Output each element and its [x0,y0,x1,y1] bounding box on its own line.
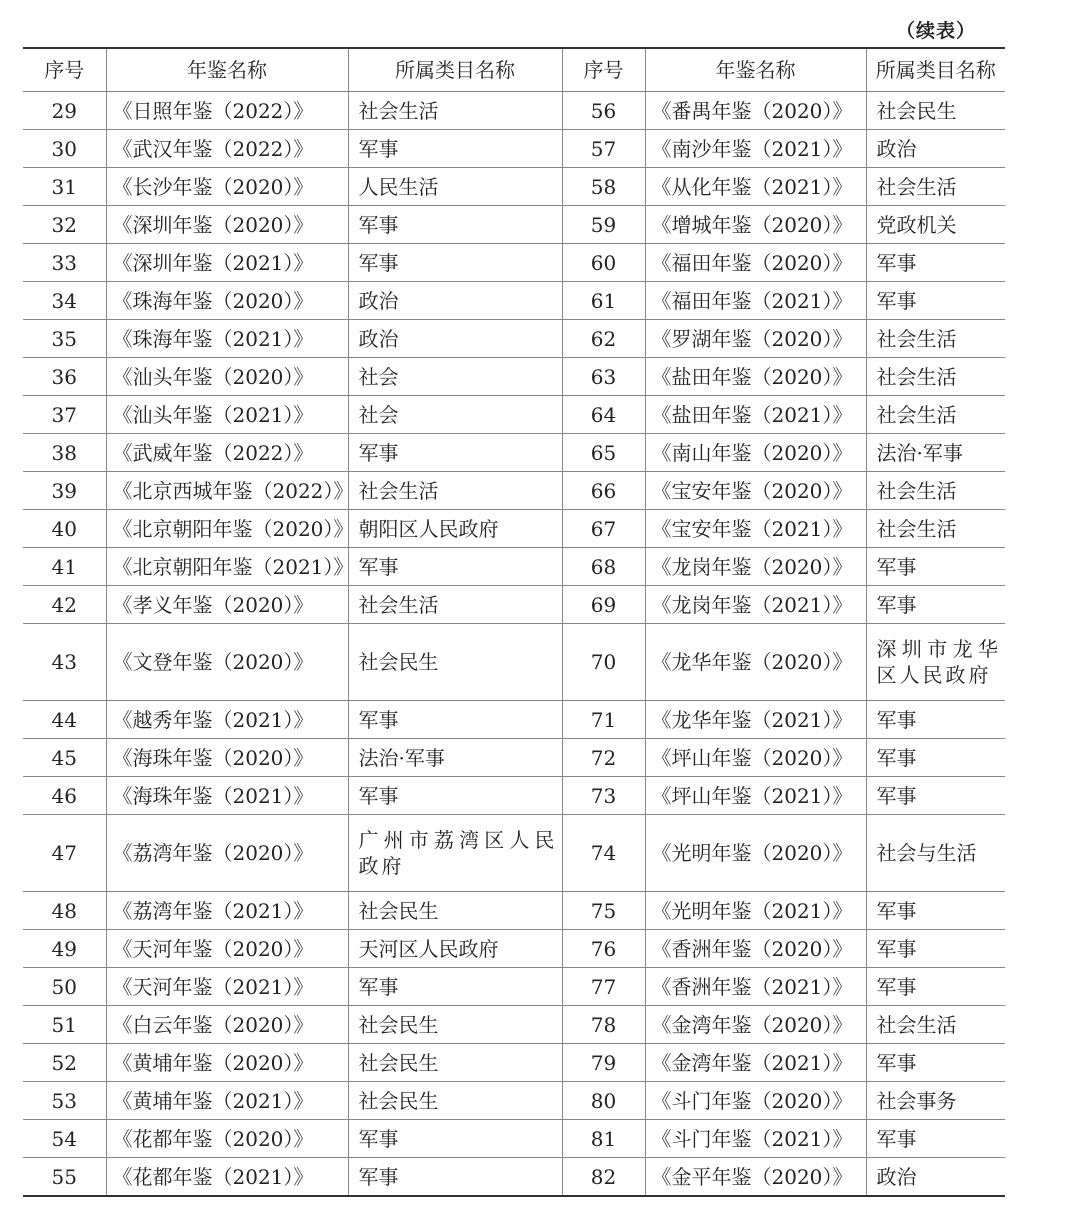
seq-right-cell: 59 [562,206,645,244]
category-right-cell: 社会生活 [866,358,1005,396]
yearbook-name-right-cell: 《福田年鉴（2021）》 [645,282,866,320]
category-right-cell: 军事 [866,892,1005,930]
seq-right-cell: 58 [562,168,645,206]
seq-left-cell: 31 [23,168,106,206]
seq-left-cell: 49 [23,930,106,968]
category-right-cell: 社会生活 [866,510,1005,548]
table-row [23,320,1005,358]
category-right-cell: 军事 [866,1044,1005,1082]
table-row [23,1158,1005,1197]
table-row [23,130,1005,168]
table-row [23,624,1005,701]
category-left-cell: 军事 [348,1120,562,1158]
yearbook-name-left-cell: 《天河年鉴（2020）》 [106,930,348,968]
category-left-cell: 政治 [348,320,562,358]
table-row [23,968,1005,1006]
table-row [23,510,1005,548]
seq-left-cell: 29 [23,92,106,130]
yearbook-name-right-cell: 《盐田年鉴（2021）》 [645,396,866,434]
yearbook-name-left-cell: 《汕头年鉴（2020）》 [106,358,348,396]
category-right-cell: 政治 [866,130,1005,168]
yearbook-name-right-cell: 《龙岗年鉴（2020）》 [645,548,866,586]
yearbook-name-left-cell: 《珠海年鉴（2020）》 [106,282,348,320]
category-right-cell: 深圳市龙华区人民政府 [866,624,1005,701]
table-row [23,358,1005,396]
yearbook-name-right-cell: 《龙华年鉴（2020）》 [645,624,866,701]
seq-right-cell: 78 [562,1006,645,1044]
yearbook-name-left-cell: 《武汉年鉴（2022）》 [106,130,348,168]
seq-left-cell: 55 [23,1158,106,1197]
yearbook-name-left-cell: 《黄埔年鉴（2021）》 [106,1082,348,1120]
table-row [23,244,1005,282]
seq-left-cell: 37 [23,396,106,434]
seq-left-cell: 32 [23,206,106,244]
yearbook-name-right-cell: 《光明年鉴（2021）》 [645,892,866,930]
table-row [23,1120,1005,1158]
seq-right-cell: 66 [562,472,645,510]
seq-left-cell: 52 [23,1044,106,1082]
seq-left-cell: 45 [23,739,106,777]
category-left-cell: 军事 [348,777,562,815]
yearbook-name-right-cell: 《番禺年鉴（2020）》 [645,92,866,130]
seq-left-cell: 41 [23,548,106,586]
yearbook-name-right-cell: 《盐田年鉴（2020）》 [645,358,866,396]
header-yearbook-name-left: 年鉴名称 [106,48,348,92]
category-right-cell: 社会与生活 [866,815,1005,892]
yearbook-name-right-cell: 《宝安年鉴（2020）》 [645,472,866,510]
yearbook-name-right-cell: 《金平年鉴（2020）》 [645,1158,866,1197]
seq-right-cell: 56 [562,92,645,130]
table-body [23,92,1005,1197]
category-right-cell: 社会生活 [866,1006,1005,1044]
seq-left-cell: 30 [23,130,106,168]
yearbook-name-right-cell: 《增城年鉴（2020）》 [645,206,866,244]
yearbook-name-left-cell: 《天河年鉴（2021）》 [106,968,348,1006]
category-right-cell: 社会生活 [866,396,1005,434]
yearbook-name-left-cell: 《汕头年鉴（2021）》 [106,396,348,434]
table-row [23,1006,1005,1044]
yearbook-name-right-cell: 《坪山年鉴（2020）》 [645,739,866,777]
yearbook-name-left-cell: 《黄埔年鉴（2020）》 [106,1044,348,1082]
seq-left-cell: 43 [23,624,106,701]
seq-left-cell: 53 [23,1082,106,1120]
category-right-cell: 军事 [866,739,1005,777]
category-left-cell: 社会民生 [348,1082,562,1120]
seq-left-cell: 44 [23,701,106,739]
yearbook-name-right-cell: 《罗湖年鉴（2020）》 [645,320,866,358]
seq-right-cell: 76 [562,930,645,968]
table-row [23,282,1005,320]
table-row [23,434,1005,472]
category-right-cell: 军事 [866,777,1005,815]
yearbook-name-left-cell: 《花都年鉴（2020）》 [106,1120,348,1158]
yearbook-name-left-cell: 《长沙年鉴（2020）》 [106,168,348,206]
seq-right-cell: 63 [562,358,645,396]
category-right-cell: 军事 [866,701,1005,739]
category-right-cell: 军事 [866,586,1005,624]
seq-left-cell: 33 [23,244,106,282]
seq-right-cell: 69 [562,586,645,624]
yearbook-name-right-cell: 《金湾年鉴（2021）》 [645,1044,866,1082]
seq-right-cell: 81 [562,1120,645,1158]
category-right-cell: 军事 [866,1120,1005,1158]
yearbook-name-left-cell: 《孝义年鉴（2020）》 [106,586,348,624]
seq-right-cell: 67 [562,510,645,548]
seq-right-cell: 57 [562,130,645,168]
seq-right-cell: 60 [562,244,645,282]
yearbook-name-right-cell: 《龙岗年鉴（2021）》 [645,586,866,624]
yearbook-name-left-cell: 《珠海年鉴（2021）》 [106,320,348,358]
table-row [23,701,1005,739]
category-left-cell: 广州市荔湾区人民政府 [348,815,562,892]
table-row [23,777,1005,815]
category-left-cell: 军事 [348,1158,562,1197]
seq-left-cell: 47 [23,815,106,892]
category-left-cell: 军事 [348,434,562,472]
yearbook-name-right-cell: 《斗门年鉴（2020）》 [645,1082,866,1120]
category-left-cell: 社会民生 [348,1006,562,1044]
category-left-cell: 军事 [348,244,562,282]
category-left-cell: 法治·军事 [348,739,562,777]
yearbook-name-right-cell: 《香洲年鉴（2021）》 [645,968,866,1006]
category-left-cell: 军事 [348,701,562,739]
category-right-cell: 军事 [866,244,1005,282]
yearbook-name-left-cell: 《越秀年鉴（2021）》 [106,701,348,739]
seq-right-cell: 77 [562,968,645,1006]
category-left-cell: 社会民生 [348,1044,562,1082]
seq-right-cell: 70 [562,624,645,701]
category-left-cell: 政治 [348,282,562,320]
seq-left-cell: 48 [23,892,106,930]
seq-right-cell: 71 [562,701,645,739]
seq-right-cell: 62 [562,320,645,358]
header-category-left: 所属类目名称 [348,48,562,92]
yearbook-name-right-cell: 《南沙年鉴（2021）》 [645,130,866,168]
seq-left-cell: 38 [23,434,106,472]
yearbook-name-right-cell: 《香洲年鉴（2020）》 [645,930,866,968]
table-row [23,472,1005,510]
yearbook-name-right-cell: 《光明年鉴（2020）》 [645,815,866,892]
yearbook-name-left-cell: 《海珠年鉴（2020）》 [106,739,348,777]
category-left-cell: 天河区人民政府 [348,930,562,968]
category-right-cell: 社会生活 [866,472,1005,510]
yearbook-name-left-cell: 《荔湾年鉴（2021）》 [106,892,348,930]
yearbook-name-left-cell: 《花都年鉴（2021）》 [106,1158,348,1197]
category-left-cell: 人民生活 [348,168,562,206]
yearbook-name-left-cell: 《荔湾年鉴（2020）》 [106,815,348,892]
continued-table-label: （续表） [896,20,977,42]
category-right-cell: 社会事务 [866,1082,1005,1120]
table-row [23,815,1005,892]
category-right-cell: 军事 [866,968,1005,1006]
table-header-row [23,48,1005,92]
header-seq-left: 序号 [23,48,106,92]
category-left-cell: 社会生活 [348,92,562,130]
seq-right-cell: 65 [562,434,645,472]
category-left-cell: 社会 [348,396,562,434]
yearbook-name-right-cell: 《斗门年鉴（2021）》 [645,1120,866,1158]
category-left-cell: 军事 [348,968,562,1006]
seq-right-cell: 74 [562,815,645,892]
category-right-cell: 社会生活 [866,320,1005,358]
category-left-cell: 社会生活 [348,472,562,510]
category-right-cell: 政治 [866,1158,1005,1197]
yearbook-name-right-cell: 《龙华年鉴（2021）》 [645,701,866,739]
yearbook-name-left-cell: 《北京西城年鉴（2022）》 [106,472,348,510]
category-right-cell: 军事 [866,930,1005,968]
yearbook-name-left-cell: 《深圳年鉴（2020）》 [106,206,348,244]
seq-right-cell: 61 [562,282,645,320]
seq-right-cell: 64 [562,396,645,434]
category-left-cell: 军事 [348,548,562,586]
yearbook-name-right-cell: 《福田年鉴（2020）》 [645,244,866,282]
category-right-cell: 法治·军事 [866,434,1005,472]
table-row [23,548,1005,586]
table-row [23,930,1005,968]
table-row [23,206,1005,244]
category-right-cell: 党政机关 [866,206,1005,244]
category-left-cell: 军事 [348,130,562,168]
table-row [23,739,1005,777]
seq-right-cell: 79 [562,1044,645,1082]
seq-left-cell: 42 [23,586,106,624]
seq-left-cell: 54 [23,1120,106,1158]
yearbook-name-right-cell: 《坪山年鉴（2021）》 [645,777,866,815]
yearbook-name-left-cell: 《文登年鉴（2020）》 [106,624,348,701]
category-left-cell: 社会生活 [348,586,562,624]
table-row [23,396,1005,434]
seq-left-cell: 36 [23,358,106,396]
yearbook-category-table [23,47,1005,1197]
seq-left-cell: 35 [23,320,106,358]
table-row [23,1082,1005,1120]
table-row [23,892,1005,930]
seq-left-cell: 40 [23,510,106,548]
seq-left-cell: 34 [23,282,106,320]
header-category-right: 所属类目名称 [866,48,1005,92]
seq-left-cell: 46 [23,777,106,815]
seq-right-cell: 80 [562,1082,645,1120]
category-right-cell: 社会民生 [866,92,1005,130]
yearbook-name-left-cell: 《日照年鉴（2022）》 [106,92,348,130]
seq-right-cell: 82 [562,1158,645,1197]
category-right-cell: 社会生活 [866,168,1005,206]
category-left-cell: 社会民生 [348,624,562,701]
seq-left-cell: 50 [23,968,106,1006]
table-row [23,586,1005,624]
yearbook-name-left-cell: 《深圳年鉴（2021）》 [106,244,348,282]
yearbook-name-right-cell: 《金湾年鉴（2020）》 [645,1006,866,1044]
yearbook-name-left-cell: 《海珠年鉴（2021）》 [106,777,348,815]
yearbook-name-left-cell: 《北京朝阳年鉴（2021）》 [106,548,348,586]
header-yearbook-name-right: 年鉴名称 [645,48,866,92]
seq-left-cell: 51 [23,1006,106,1044]
seq-right-cell: 75 [562,892,645,930]
seq-left-cell: 39 [23,472,106,510]
category-right-cell: 军事 [866,548,1005,586]
yearbook-name-right-cell: 《宝安年鉴（2021）》 [645,510,866,548]
category-right-cell: 军事 [866,282,1005,320]
table-row [23,168,1005,206]
header-seq-right: 序号 [562,48,645,92]
category-left-cell: 朝阳区人民政府 [348,510,562,548]
yearbook-name-left-cell: 《北京朝阳年鉴（2020）》 [106,510,348,548]
yearbook-name-left-cell: 《武威年鉴（2022）》 [106,434,348,472]
yearbook-name-right-cell: 《从化年鉴（2021）》 [645,168,866,206]
yearbook-name-right-cell: 《南山年鉴（2020）》 [645,434,866,472]
table-row [23,92,1005,130]
seq-right-cell: 72 [562,739,645,777]
category-left-cell: 军事 [348,206,562,244]
category-left-cell: 社会 [348,358,562,396]
category-left-cell: 社会民生 [348,892,562,930]
table-row [23,1044,1005,1082]
seq-right-cell: 68 [562,548,645,586]
yearbook-name-left-cell: 《白云年鉴（2020）》 [106,1006,348,1044]
seq-right-cell: 73 [562,777,645,815]
